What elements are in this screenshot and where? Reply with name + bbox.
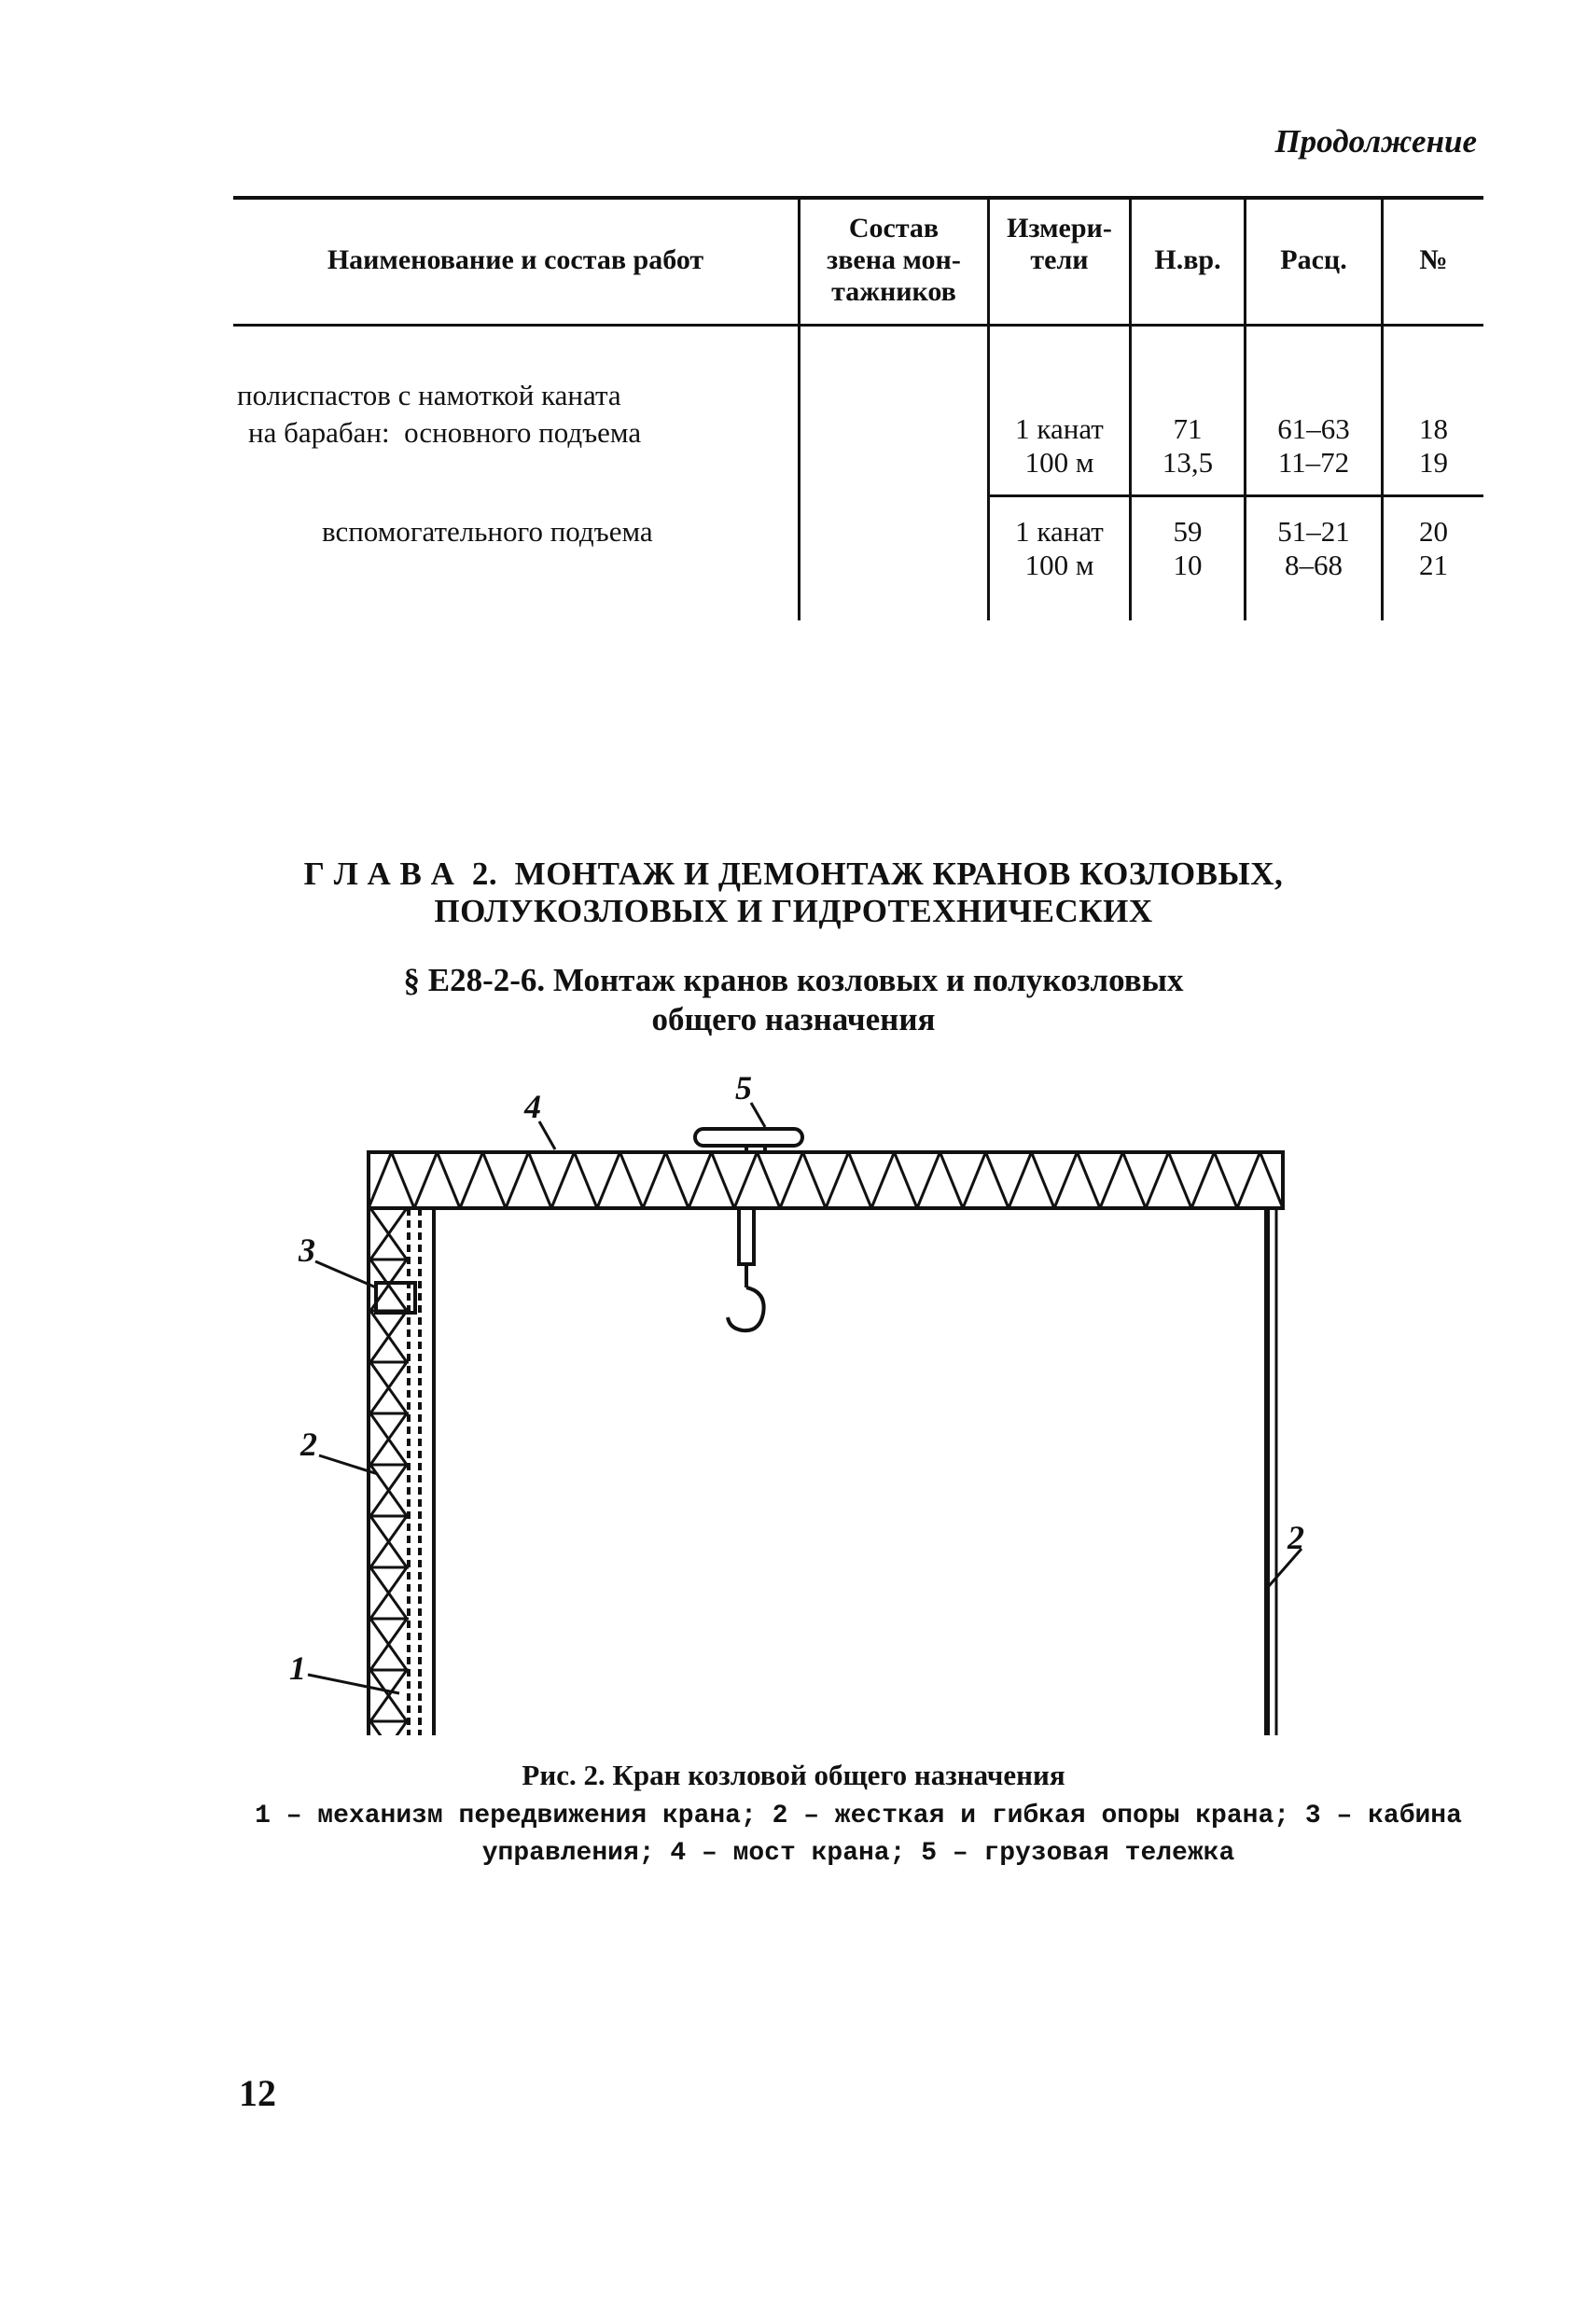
- header-name: Наименование и состав работ: [327, 244, 704, 275]
- label-3: 3: [299, 1232, 315, 1269]
- row-number: 21: [1419, 549, 1448, 581]
- table-top-rule: [233, 196, 1483, 200]
- chapter-title-line: ПОЛУКОЗЛОВЫХ И ГИДРОТЕХНИЧЕСКИХ: [434, 893, 1153, 929]
- figure-legend: [233, 1798, 1483, 1872]
- row-number: 19: [1419, 446, 1448, 479]
- gantry-crane-drawing: [280, 1064, 1306, 1735]
- chapter-title-line: Г Л А В А 2. МОНТАЖ И ДЕМОНТАЖ КРАНОВ КОЗЛОВЫХ,: [303, 856, 1284, 892]
- figure-caption: Рис. 2. Кран козловой общего назначения: [522, 1759, 1065, 1791]
- table-header-rule: [233, 324, 1483, 327]
- row-norm: 13,5: [1162, 446, 1214, 479]
- page-number: 12: [239, 2072, 276, 2114]
- section-title-line: общего назначения: [651, 1001, 936, 1037]
- row-rate: 11–72: [1277, 446, 1350, 479]
- label-4: 4: [524, 1088, 541, 1125]
- cargo-trolley: [695, 1129, 802, 1146]
- hook-block: [739, 1208, 754, 1264]
- section-title-line: § Е28-2-6. Монтаж кранов козловых и полукозловых: [403, 962, 1184, 998]
- header-number: №: [1419, 244, 1448, 275]
- row-unit: 100 м: [1024, 446, 1094, 479]
- header-crew: Состав звена мон- тажников: [827, 213, 961, 307]
- label-5: 5: [735, 1069, 752, 1106]
- row-rate: 51–21: [1277, 515, 1350, 548]
- row-unit: 1 канат: [1015, 412, 1104, 445]
- row-number: 18: [1419, 412, 1448, 445]
- row-rate: 61–63: [1277, 412, 1350, 445]
- figure-legend-line: управления; 4 – мост крана; 5 – грузовая тележка: [481, 1839, 1235, 1868]
- header-rate: Расц.: [1280, 244, 1347, 275]
- chapter-title: [0, 856, 1587, 930]
- row-name-line: вспомогательного подъема: [322, 515, 653, 548]
- row-number: 20: [1419, 515, 1448, 548]
- continued-label: Продолжение: [1274, 123, 1477, 160]
- label-2-right: 2: [1288, 1519, 1304, 1556]
- row-name-line: полиспастов с намоткой каната: [237, 379, 621, 411]
- hook-icon: [728, 1287, 764, 1330]
- row-unit: 100 м: [1024, 549, 1094, 581]
- row-group-rule: [987, 494, 1483, 497]
- row-norm: 59: [1173, 515, 1203, 548]
- header-norm: Н.вр.: [1154, 244, 1221, 275]
- row-norm: 10: [1173, 549, 1203, 581]
- crane-bridge: [369, 1152, 1283, 1208]
- section-title: [0, 961, 1587, 1039]
- row-rate: 8–68: [1285, 549, 1343, 581]
- header-units: Измери- тели: [1007, 213, 1112, 275]
- row-norm: 71: [1173, 412, 1203, 445]
- row-name-line: на барабан: основного подъема: [248, 416, 642, 449]
- label-1: 1: [289, 1649, 306, 1687]
- works-table: [233, 196, 1483, 620]
- label-2-left: 2: [300, 1426, 317, 1463]
- figure-legend-line: 1 – механизм передвижения крана; 2 – жесткая и гибкая опоры крана; 3 – кабина: [255, 1802, 1462, 1830]
- row-unit: 1 канат: [1015, 515, 1104, 548]
